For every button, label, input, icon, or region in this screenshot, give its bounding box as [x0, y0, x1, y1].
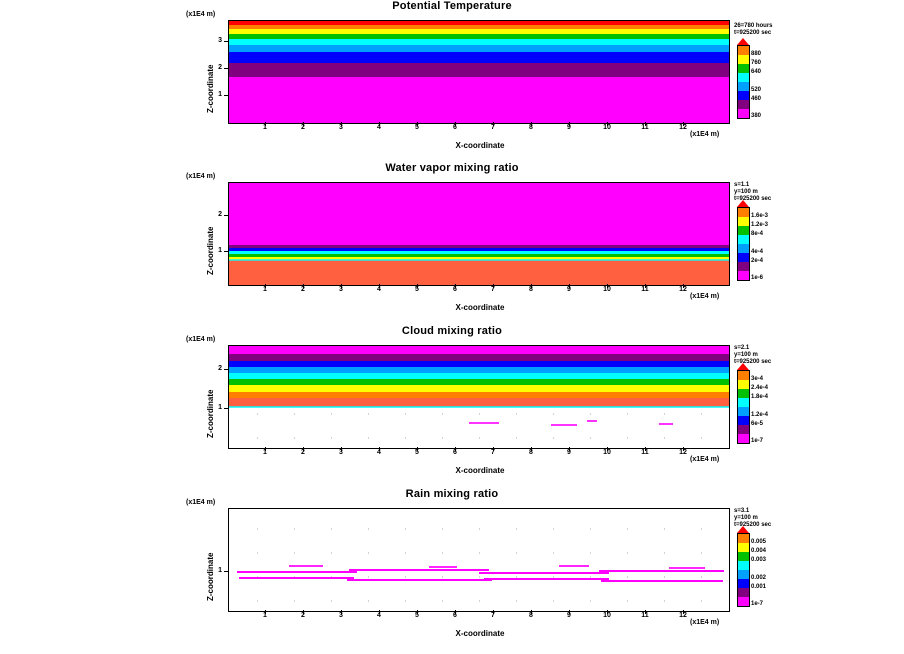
colorbar — [737, 45, 750, 119]
contour-line — [229, 259, 729, 261]
panel-rain-mixing-ratio — [0, 488, 904, 654]
contour-speckle — [429, 566, 457, 568]
colorbar-arrow-icon — [737, 363, 749, 370]
x-tick: 11 — [641, 449, 649, 456]
colorbar-tick: 1.8e-4 — [751, 394, 769, 400]
x-tick: 8 — [529, 449, 533, 456]
colorbar-tick: 1e-7 — [751, 601, 764, 607]
x-tick: 3 — [339, 612, 343, 619]
colorbar-tick: 520 — [751, 87, 762, 93]
info-line: t=925200 sec — [734, 196, 772, 202]
plot-area — [228, 345, 730, 449]
x-tick: 9 — [567, 449, 571, 456]
x-tick: 10 — [603, 449, 611, 456]
y-tick: 1 — [218, 567, 222, 574]
panel-title: Cloud mixing ratio — [401, 325, 503, 337]
x-tick: 7 — [491, 286, 495, 293]
x-tick: 10 — [603, 612, 611, 619]
y-tick: 1 — [218, 247, 222, 254]
colorbar-tick: 0.004 — [751, 548, 767, 554]
x-tick: 5 — [415, 612, 419, 619]
x-tick: 1 — [263, 449, 267, 456]
info-line: t=925200 sec — [734, 30, 772, 36]
x-tick: 7 — [491, 612, 495, 619]
x-tick: 3 — [339, 449, 343, 456]
x-tick: 5 — [415, 449, 419, 456]
contour-band — [229, 45, 729, 52]
y-axis-label: Z-coordinate — [206, 552, 215, 601]
x-tick: 3 — [339, 286, 343, 293]
colorbar-tick: 760 — [751, 60, 762, 66]
y-tick: 2 — [218, 211, 222, 218]
x-tick: 2 — [301, 124, 305, 131]
y-axis-label: Z-coordinate — [206, 389, 215, 438]
panel-title: Water vapor mixing ratio — [385, 162, 519, 174]
colorbar-tick: 380 — [751, 113, 762, 119]
info-line: t=925200 sec — [734, 522, 772, 528]
colorbar — [737, 370, 750, 444]
x-tick: 1 — [263, 286, 267, 293]
x-tick: 9 — [567, 612, 571, 619]
contour-band — [229, 354, 729, 361]
y-axis-unit: (x1E4 m) — [186, 11, 216, 18]
x-tick: 12 — [679, 449, 687, 456]
y-axis-unit: (x1E4 m) — [186, 336, 216, 343]
x-tick: 2 — [301, 449, 305, 456]
y-tick: 1 — [218, 404, 222, 411]
x-tick: 10 — [603, 286, 611, 293]
colorbar-arrow-icon — [737, 200, 749, 207]
x-tick: 6 — [453, 612, 457, 619]
colorbar-tick: 1.2e-3 — [751, 222, 769, 228]
contour-line — [239, 577, 354, 579]
plot-area — [228, 20, 730, 124]
contour-line — [601, 580, 723, 582]
grid-dots — [229, 509, 729, 611]
x-axis-unit: (x1E4 m) — [690, 619, 720, 626]
contour-band — [229, 385, 729, 392]
contour-speckle — [559, 565, 589, 567]
colorbar-tick: 0.002 — [751, 575, 767, 581]
x-tick: 1 — [263, 612, 267, 619]
x-tick: 4 — [377, 449, 381, 456]
panel-water-vapor-mixing-ratio — [0, 162, 904, 322]
y-tick: 1 — [218, 91, 222, 98]
colorbar-tick: 1.2e-4 — [751, 412, 769, 418]
info-line: s=2.1 — [734, 345, 750, 351]
x-tick: 12 — [679, 612, 687, 619]
colorbar — [737, 207, 750, 281]
colorbar-tick: 1e-7 — [751, 438, 764, 444]
contour-speckle — [659, 423, 673, 425]
colorbar-arrow-icon — [737, 38, 749, 45]
colorbar-tick: 0.003 — [751, 557, 767, 563]
x-tick: 8 — [529, 124, 533, 131]
y-tick: 2 — [218, 365, 222, 372]
x-tick: 8 — [529, 612, 533, 619]
x-tick: 12 — [679, 124, 687, 131]
colorbar-tick: 640 — [751, 69, 762, 75]
info-line: s=1.1 — [734, 182, 750, 188]
colorbar-tick: 0.005 — [751, 539, 767, 545]
x-tick: 12 — [679, 286, 687, 293]
y-tick: 2 — [218, 64, 222, 71]
x-tick: 9 — [567, 124, 571, 131]
panel-potential-temperature — [0, 0, 904, 160]
x-tick: 4 — [377, 286, 381, 293]
info-line: y=100 m — [734, 189, 758, 195]
x-tick: 6 — [453, 124, 457, 131]
x-tick: 2 — [301, 612, 305, 619]
panel-info — [734, 23, 773, 37]
x-axis-unit: (x1E4 m) — [690, 293, 720, 300]
x-tick: 7 — [491, 449, 495, 456]
colorbar-tick: 8e-4 — [751, 231, 764, 237]
x-tick: 11 — [641, 286, 649, 293]
colorbar-tick: 880 — [751, 51, 762, 57]
info-line: s=3.1 — [734, 508, 750, 514]
info-line: 26=780 hours — [734, 23, 773, 29]
contour-line — [479, 572, 609, 574]
contour-band — [229, 183, 729, 245]
plot-area — [228, 508, 730, 612]
panel-title: Rain mixing ratio — [405, 488, 499, 500]
contour-speckle — [669, 567, 705, 569]
x-tick: 11 — [641, 124, 649, 131]
colorbar-tick: 1.6e-3 — [751, 213, 769, 219]
contour-line — [229, 406, 729, 408]
info-line: t=925200 sec — [734, 359, 772, 365]
contour-line — [347, 579, 492, 581]
y-axis-unit: (x1E4 m) — [186, 499, 216, 506]
x-tick: 7 — [491, 124, 495, 131]
y-tick: 3 — [218, 37, 222, 44]
contour-band — [229, 260, 729, 285]
x-tick: 5 — [415, 124, 419, 131]
x-tick: 4 — [377, 612, 381, 619]
x-tick: 6 — [453, 286, 457, 293]
x-tick: 11 — [641, 612, 649, 619]
contour-band — [229, 63, 729, 77]
colorbar-tick: 3e-4 — [751, 376, 764, 382]
colorbar-tick: 6e-5 — [751, 421, 764, 427]
x-axis-unit: (x1E4 m) — [690, 456, 720, 463]
x-axis-label: X-coordinate — [455, 303, 505, 312]
colorbar-tick: 0.001 — [751, 584, 767, 590]
x-tick: 2 — [301, 286, 305, 293]
x-tick: 8 — [529, 286, 533, 293]
x-axis-label: X-coordinate — [455, 466, 505, 475]
colorbar-tick: 2e-4 — [751, 258, 764, 264]
contour-speckle — [551, 424, 577, 426]
contour-band — [229, 77, 729, 123]
info-line: y=100 m — [734, 515, 758, 521]
colorbar-arrow-icon — [737, 526, 749, 533]
colorbar — [737, 533, 750, 607]
y-axis-label: Z-coordinate — [206, 64, 215, 113]
plot-area — [228, 182, 730, 286]
y-axis-unit: (x1E4 m) — [186, 173, 216, 180]
colorbar-tick: 2.4e-4 — [751, 385, 769, 391]
contour-line — [349, 569, 489, 571]
x-tick: 6 — [453, 449, 457, 456]
x-tick: 5 — [415, 286, 419, 293]
x-axis-label: X-coordinate — [455, 629, 505, 638]
contour-line — [599, 570, 724, 572]
contour-band — [229, 346, 729, 354]
contour-speckle — [289, 565, 323, 567]
info-line: y=100 m — [734, 352, 758, 358]
x-tick: 1 — [263, 124, 267, 131]
x-tick: 9 — [567, 286, 571, 293]
colorbar-tick: 460 — [751, 96, 762, 102]
contour-speckle — [469, 422, 499, 424]
panel-cloud-mixing-ratio — [0, 325, 904, 485]
x-tick: 4 — [377, 124, 381, 131]
x-tick: 3 — [339, 124, 343, 131]
y-axis-label: Z-coordinate — [206, 226, 215, 275]
contour-band — [229, 52, 729, 63]
contour-line — [484, 578, 609, 580]
contour-speckle — [587, 420, 597, 422]
colorbar-tick: 1e-6 — [751, 275, 764, 281]
x-tick: 10 — [603, 124, 611, 131]
x-axis-label: X-coordinate — [455, 141, 505, 150]
contour-line — [237, 571, 357, 573]
x-axis-unit: (x1E4 m) — [690, 131, 720, 138]
panel-title: Potential Temperature — [392, 0, 512, 12]
colorbar-tick: 4e-4 — [751, 249, 764, 255]
